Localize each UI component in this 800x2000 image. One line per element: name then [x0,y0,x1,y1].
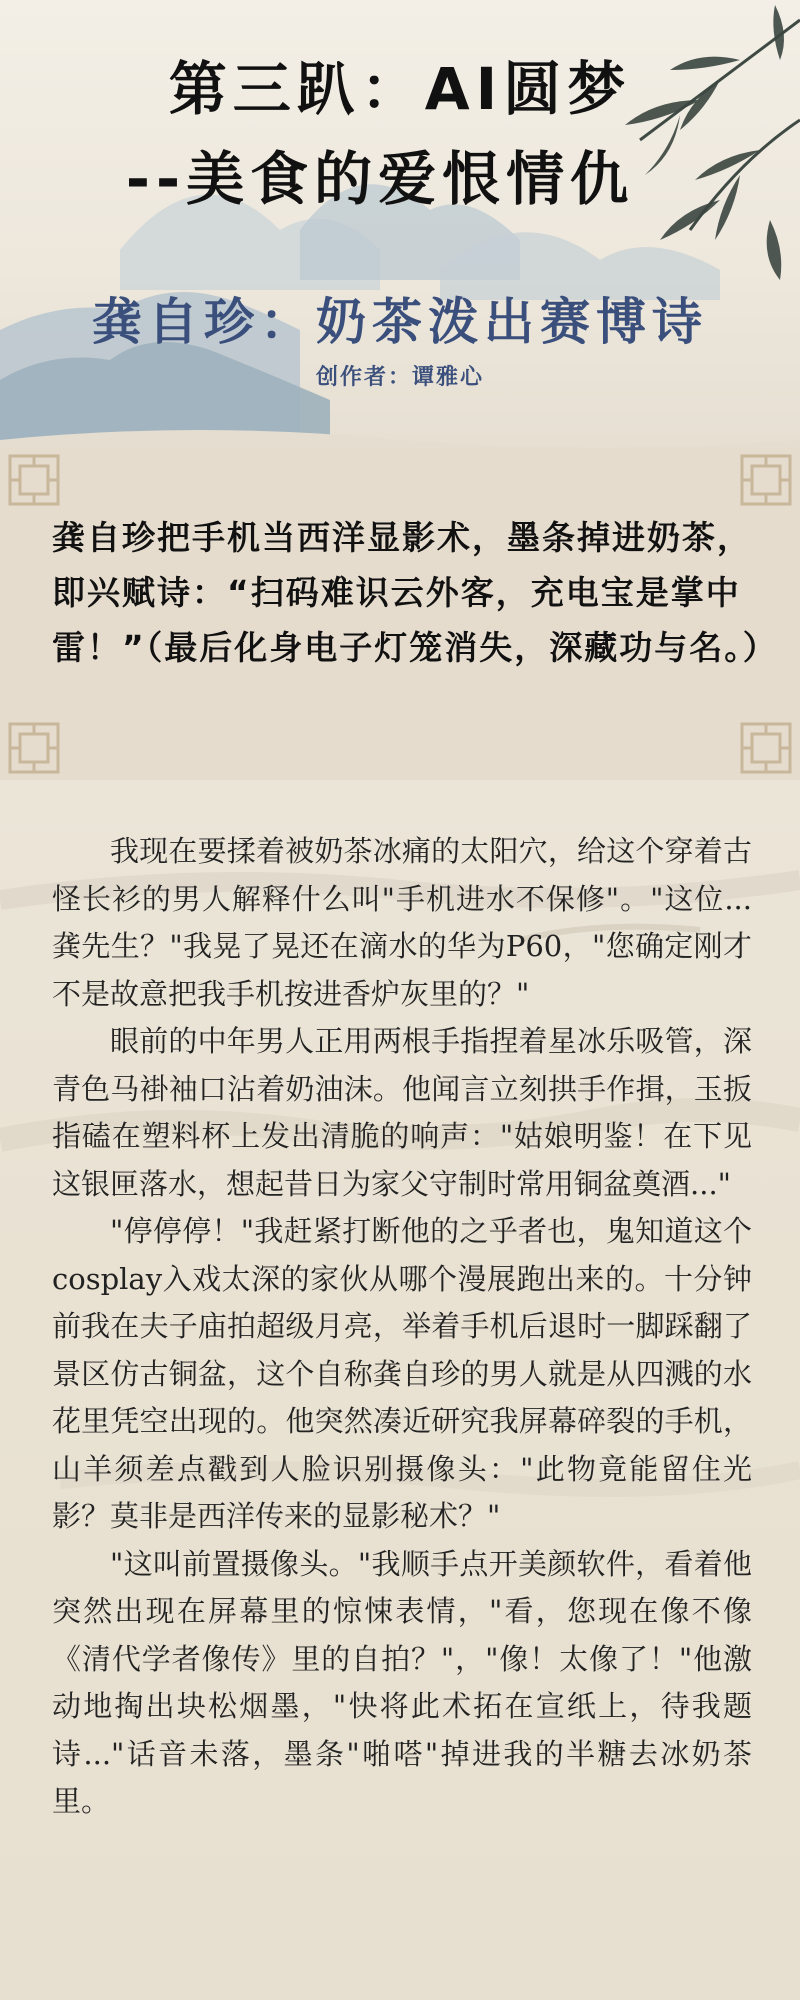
chinese-knot-corner-icon [6,720,62,776]
story-section [0,780,800,2000]
story-paragraph: 眼前的中年男人正用两根手指捏着星冰乐吸管，深青色马褂袖口沾着奶油沫。他闻言立刻拱手作揖，玉扳指磕在塑料杯上发出清脆的响声："姑娘明鉴！在下见这银匣落水，想起昔日为家父守制时常用铜盆奠酒..." [52,1024,752,1201]
story-paragraph: 我现在要揉着被奶茶冰痛的太阳穴，给这个穿着古怪长衫的男人解释什么叫"手机进水不保修"。"这位...龚先生？"我晃了晃还在滴水的华为P60，"您确定刚才不是故意把我手机按进香炉灰里的？" [52,834,752,1011]
page-title-line2: --美食的爱恨情仇 [125,145,635,213]
story-paragraph: "这叫前置摄像头。"我顺手点开美颜软件，看着他突然出现在屏幕里的惊悚表情，"看，您现在像不像《清代学者像传》里的自拍？"，"像！太像了！"他激动地掏出块松烟墨，"快将此术拓在宣纸上，待我题诗..."话音未落，墨条"啪嗒"掉进我的半糖去冰奶茶里。 [52,1546,752,1818]
author-credit: 创作者：谭雅心 [315,365,484,390]
summary-text: 龚自珍把手机当西洋显影术，墨条掉进奶茶，即兴赋诗：“扫码难识云外客，充电宝是掌中雷！”（最后化身电子灯笼消失，深藏功与名。） [52,518,778,667]
chapter-subtitle: 龚自珍：奶茶泼出赛博诗 [92,293,708,351]
summary-box [0,448,800,780]
chinese-knot-corner-icon [738,720,794,776]
chinese-knot-corner-icon [738,452,794,508]
chinese-knot-corner-icon [6,452,62,508]
story-paragraph: "停停停！"我赶紧打断他的之乎者也，鬼知道这个cosplay入戏太深的家伙从哪个漫展跑出来的。十分钟前我在夫子庙拍超级月亮，举着手机后退时一脚踩翻了景区仿古铜盆，这个自称龚自珍的男人就是从四溅的水花里凭空出现的。他突然凑近研究我屏幕碎裂的手机，山羊须差点戳到人脸识别摄像头："此物竟能留住光影？莫非是西洋传来的显影秘术？" [52,1214,752,1533]
header-banner [0,0,800,450]
page-title-line1: 第三趴：AI圆梦 [168,55,632,123]
story-text [52,828,752,1826]
